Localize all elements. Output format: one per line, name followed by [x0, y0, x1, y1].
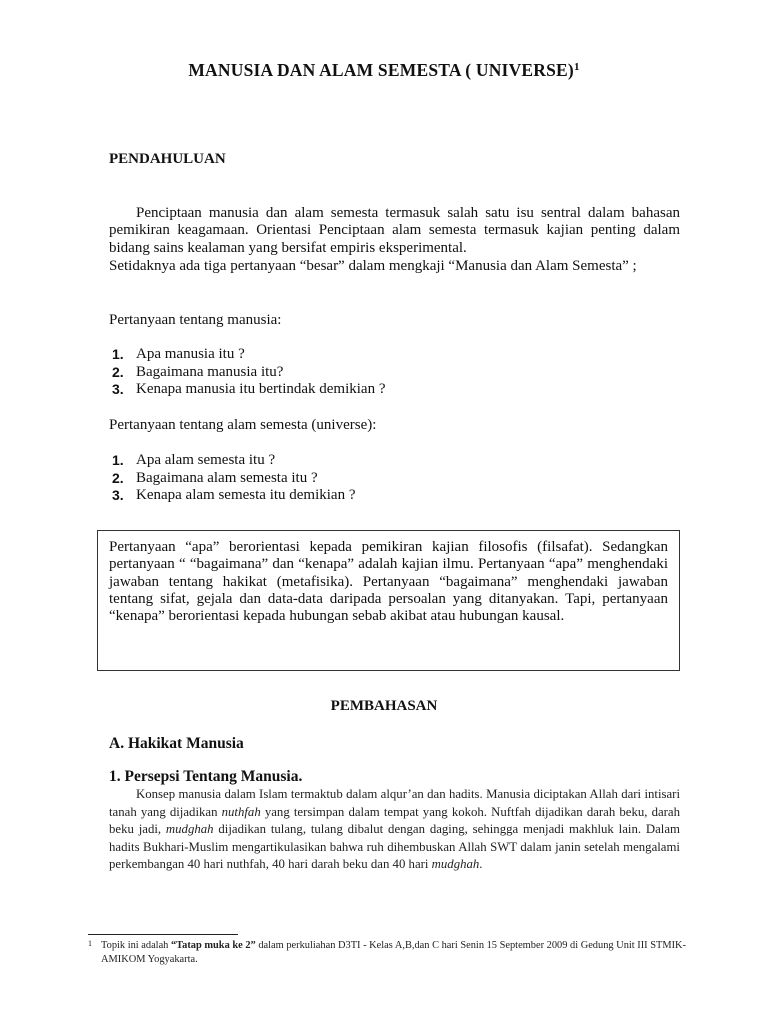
footnote-emphasis: “Tatap muka ke 2”	[170, 940, 256, 951]
list-item-text: Apa manusia itu ?	[136, 346, 245, 362]
list-number: 3.	[112, 487, 124, 503]
list-number: 1.	[112, 452, 124, 468]
list-item	[109, 452, 356, 470]
list-item-text: Kenapa alam semesta itu demikian ?	[136, 487, 356, 503]
footnote-text: Topik ini adalah “Tatap muka ke 2” dalam perkuliahan D3TI - Kelas A,B,dan C hari Senin 15 September 2009 di Gedung Unit III STMIK-AMIKOM Yogyakarta.	[101, 940, 687, 965]
section-a-heading: A. Hakikat Manusia	[109, 735, 244, 752]
list-item	[109, 470, 356, 488]
list-item-text: Kenapa manusia itu bertindak demikian ?	[136, 381, 386, 397]
title-footnote-mark: 1	[573, 61, 580, 73]
page-title: MANUSIA DAN ALAM SEMESTA ( UNIVERSE)$^1$	[188, 60, 580, 80]
list-item	[109, 346, 386, 364]
list-number: 3.	[112, 381, 124, 397]
term-mudghah: mudghah	[431, 857, 480, 872]
list-item-text: Bagaimana alam semesta itu ?	[136, 469, 318, 486]
footnote-mark: 1	[88, 939, 92, 948]
footnote	[88, 939, 688, 966]
intro-paragraph-1: Penciptaan manusia dan alam semesta termasuk salah satu isu sentral dalam bahasan pemikiran keagamaan. Orientasi Penciptaan alam semesta termasuk kajian penting dalam bidang sains kealaman yang bersifat empiris eksperimental.	[109, 205, 680, 256]
term-mudghah: mudghah	[165, 822, 214, 837]
list-item	[109, 487, 356, 505]
list-number: 2.	[112, 363, 124, 380]
list-item	[109, 381, 386, 399]
list-number: 1.	[112, 346, 124, 362]
intro-paragraph-2: Setidaknya ada tiga pertanyaan “besar” dalam mengkaji “Manusia dan Alam Semesta” ;	[109, 258, 637, 274]
list-item	[109, 364, 386, 382]
discussion-heading: PEMBAHASAN	[330, 698, 438, 714]
subsection-1-heading: 1. Persepsi Tentang Manusia.	[109, 768, 303, 785]
summary-box	[97, 530, 680, 671]
questions-manusia-list	[109, 346, 386, 399]
list-item-text: Bagaimana manusia itu?	[136, 363, 284, 380]
questions-alam-label: Pertanyaan tentang alam semesta (universe):	[109, 417, 377, 433]
footnote-separator	[88, 934, 238, 935]
list-number: 2.	[112, 469, 124, 486]
summary-box-text: Pertanyaan “apa” berorientasi kepada pemikiran kajian filosofis (filsafat). Sedangkan pertanyaan “ “bagaimana” dan “kenapa” adalah kajian ilmu. Pertanyaan “apa” menghendaki jawaban tentang hakikat (metafisika). Pertanyaan “bagaimana” menghendaki jawaban tentang sifat, gejala dan data-data daripada persoalan yang ditanyakan. Tapi, pertanyaan “kenapa” berorientasi kepada hubungan sebab akibat atau hubungan kausal.	[109, 539, 668, 625]
term-nuthfah: nuthfah	[221, 804, 261, 819]
questions-manusia-label: Pertanyaan tentang manusia:	[109, 312, 282, 328]
questions-alam-list	[109, 452, 356, 505]
intro-heading: PENDAHULUAN	[109, 151, 226, 167]
body-paragraph: Konsep manusia dalam Islam termaktub dalam alqur’an dan hadits. Manusia diciptakan Allah dari intisari tanah yang dijadikan nuthfah yang tersimpan dalam tempat yang kokoh. Nuftfah dijadikan darah beku, darah beku jadi, mudghah dijadikan tulang, tulang dibalut dengan daging, sehingga menjadi makhluk lain. Dalam hadits Bukhari-Muslim mengartikulasikan bahwa ruh dihembuskan Allah SWT dalam janin setelah mengalami perkembangan 40 hari nuthfah, 40 hari darah beku dan 40 hari mudghah.	[109, 787, 680, 872]
list-item-text: Apa alam semesta itu ?	[136, 452, 276, 468]
